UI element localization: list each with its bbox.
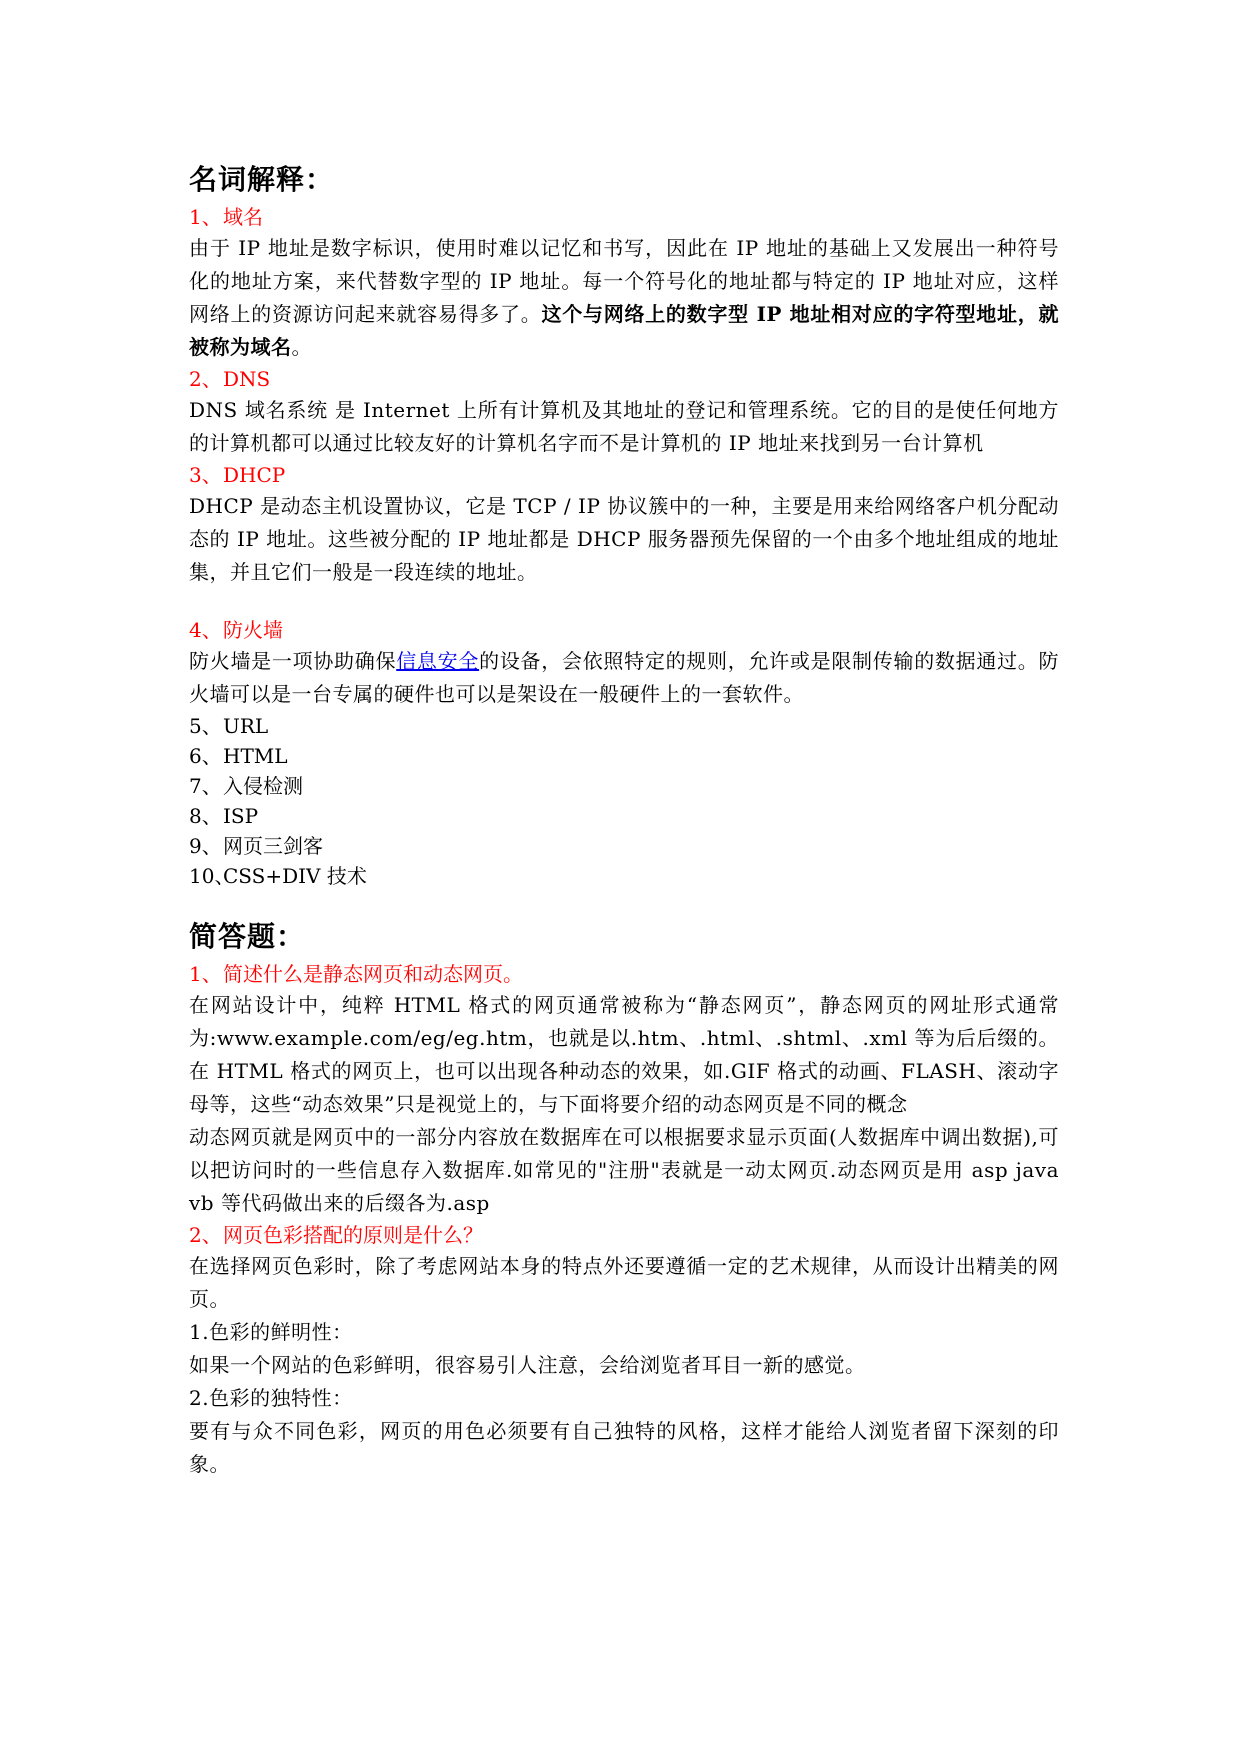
- term-title-url: [189, 711, 1059, 741]
- term-title-intrusion-detection: [189, 771, 1059, 801]
- question-title-color-principles: [189, 1220, 1059, 1250]
- term-body-domain: [189, 232, 1059, 364]
- term-title-text: 网页三剑客: [223, 834, 323, 858]
- answer-paragraph: 在网站设计中，纯粹 HTML 格式的网页通常被称为“静态网页”，静态网页的网址形式通常为:www.example.com/eg/eg.htm，也就是以.htm、.html、.shtml、.xml 等为后后缀的。在 HTML 格式的网页上，也可以出现各种动态的效果，如.GIF 格式的动画、FLASH、滚动字母等，这些“动态效果”只是视觉上的，与下面将要介绍的动态网页是不同的概念: [189, 993, 1059, 1116]
- term-title-dns: [189, 364, 1059, 394]
- term-title-text: 域名: [223, 205, 263, 229]
- term-body-text: 由于 IP 地址是数字标识，使用时难以记忆和书写，因此在 IP 地址的基础上又发展出一种符号化的地址方案，来代替数字型的 IP 地址。每一个符号化的地址都与特定的 IP 地址对应，这样网络上的资源访问起来就容易得多了。: [189, 236, 1059, 326]
- term-title-isp: [189, 801, 1059, 831]
- term-number: 8、: [189, 804, 222, 828]
- term-title-css-div: [189, 861, 1059, 891]
- term-number: 4、: [189, 618, 222, 642]
- section-heading-terms: 名词解释：: [189, 163, 335, 196]
- section-heading-short-answers: 简答题：: [189, 920, 306, 953]
- term-title-text: ISP: [223, 804, 259, 828]
- term-body-text: 防火墙是一项协助确保: [189, 649, 397, 673]
- answer-paragraph: 要有与众不同色彩，网页的用色必须要有自己独特的风格，这样才能给人浏览者留下深刻的印象。: [189, 1419, 1059, 1476]
- question-title-text: 简述什么是静态网页和动态网页。: [223, 962, 523, 986]
- term-body-emphasis: 这个与网络上的数字型 IP 地址相对应的字符型地址，就被称为域名: [189, 302, 1059, 359]
- term-title-text: CSS+DIV 技术: [223, 864, 367, 888]
- term-title-text: DHCP: [223, 463, 286, 487]
- info-security-link[interactable]: 信息安全: [396, 649, 480, 673]
- term-number: 3、: [189, 463, 222, 487]
- term-body-dns: DNS 域名系统 是 Internet 上所有计算机及其地址的登记和管理系统。它的目的是使任何地方的计算机都可以通过比较友好的计算机名字而不是计算机的 IP 地址来找到另一台计算机: [189, 398, 1059, 455]
- question-title-text: 网页色彩搭配的原则是什么？: [223, 1223, 483, 1247]
- question-number: 1、: [189, 962, 222, 986]
- term-title-firewall: [189, 615, 1059, 645]
- term-title-domain: [189, 202, 1059, 232]
- term-number: 5、: [189, 714, 222, 738]
- term-number: 10、: [189, 864, 235, 888]
- term-title-web-tools: [189, 831, 1059, 861]
- term-number: 7、: [189, 774, 222, 798]
- document-page: [189, 160, 1059, 1481]
- answer-paragraph: 动态网页就是网页中的一部分内容放在数据库在可以根据要求显示页面(人数据库中调出数据),可以把访问时的一些信息存入数据库.如常见的"注册"表就是一动太网页.动态网页是用 asp java vb 等代码做出来的后缀各为.asp: [189, 1125, 1059, 1215]
- term-title-text: 防火墙: [223, 618, 283, 642]
- term-body-end: 的设备，会依照特定的规则，允许或是限制传输的数据通过。防火墙可以是一台专属的硬件也可以是架设在一般硬件上的一套软件。: [189, 649, 1060, 706]
- question-number: 2、: [189, 1223, 222, 1247]
- term-number: 1、: [189, 205, 222, 229]
- term-body-end: 。: [291, 335, 312, 359]
- term-title-text: HTML: [223, 744, 288, 768]
- answer-paragraph: 在选择网页色彩时，除了考虑网站本身的特点外还要遵循一定的艺术规律，从而设计出精美的网页。: [189, 1254, 1059, 1311]
- answer-subheading: 1.色彩的鲜明性：: [189, 1320, 353, 1344]
- term-title-dhcp: [189, 460, 1059, 490]
- term-body-firewall: [189, 645, 1059, 711]
- term-number: 9、: [189, 834, 222, 858]
- term-number: 6、: [189, 744, 222, 768]
- term-body-dhcp: DHCP 是动态主机设置协议，它是 TCP / IP 协议簇中的一种，主要是用来给网络客户机分配动态的 IP 地址。这些被分配的 IP 地址都是 DHCP 服务器预先保留的一个由多个地址组成的地址集，并且它们一般是一段连续的地址。: [189, 494, 1059, 584]
- spacer: [189, 589, 1059, 615]
- term-title-text: 入侵检测: [223, 774, 303, 798]
- spacer: [189, 891, 1059, 917]
- term-number: 2、: [189, 367, 222, 391]
- term-title-text: DNS: [223, 367, 271, 391]
- answer-subheading: 2.色彩的独特性：: [189, 1386, 353, 1410]
- question-title-static-dynamic: [189, 959, 1059, 989]
- term-title-text: URL: [223, 714, 269, 738]
- term-title-html: [189, 741, 1059, 771]
- answer-paragraph: 如果一个网站的色彩鲜明，很容易引人注意，会给浏览者耳目一新的感觉。: [189, 1353, 866, 1377]
